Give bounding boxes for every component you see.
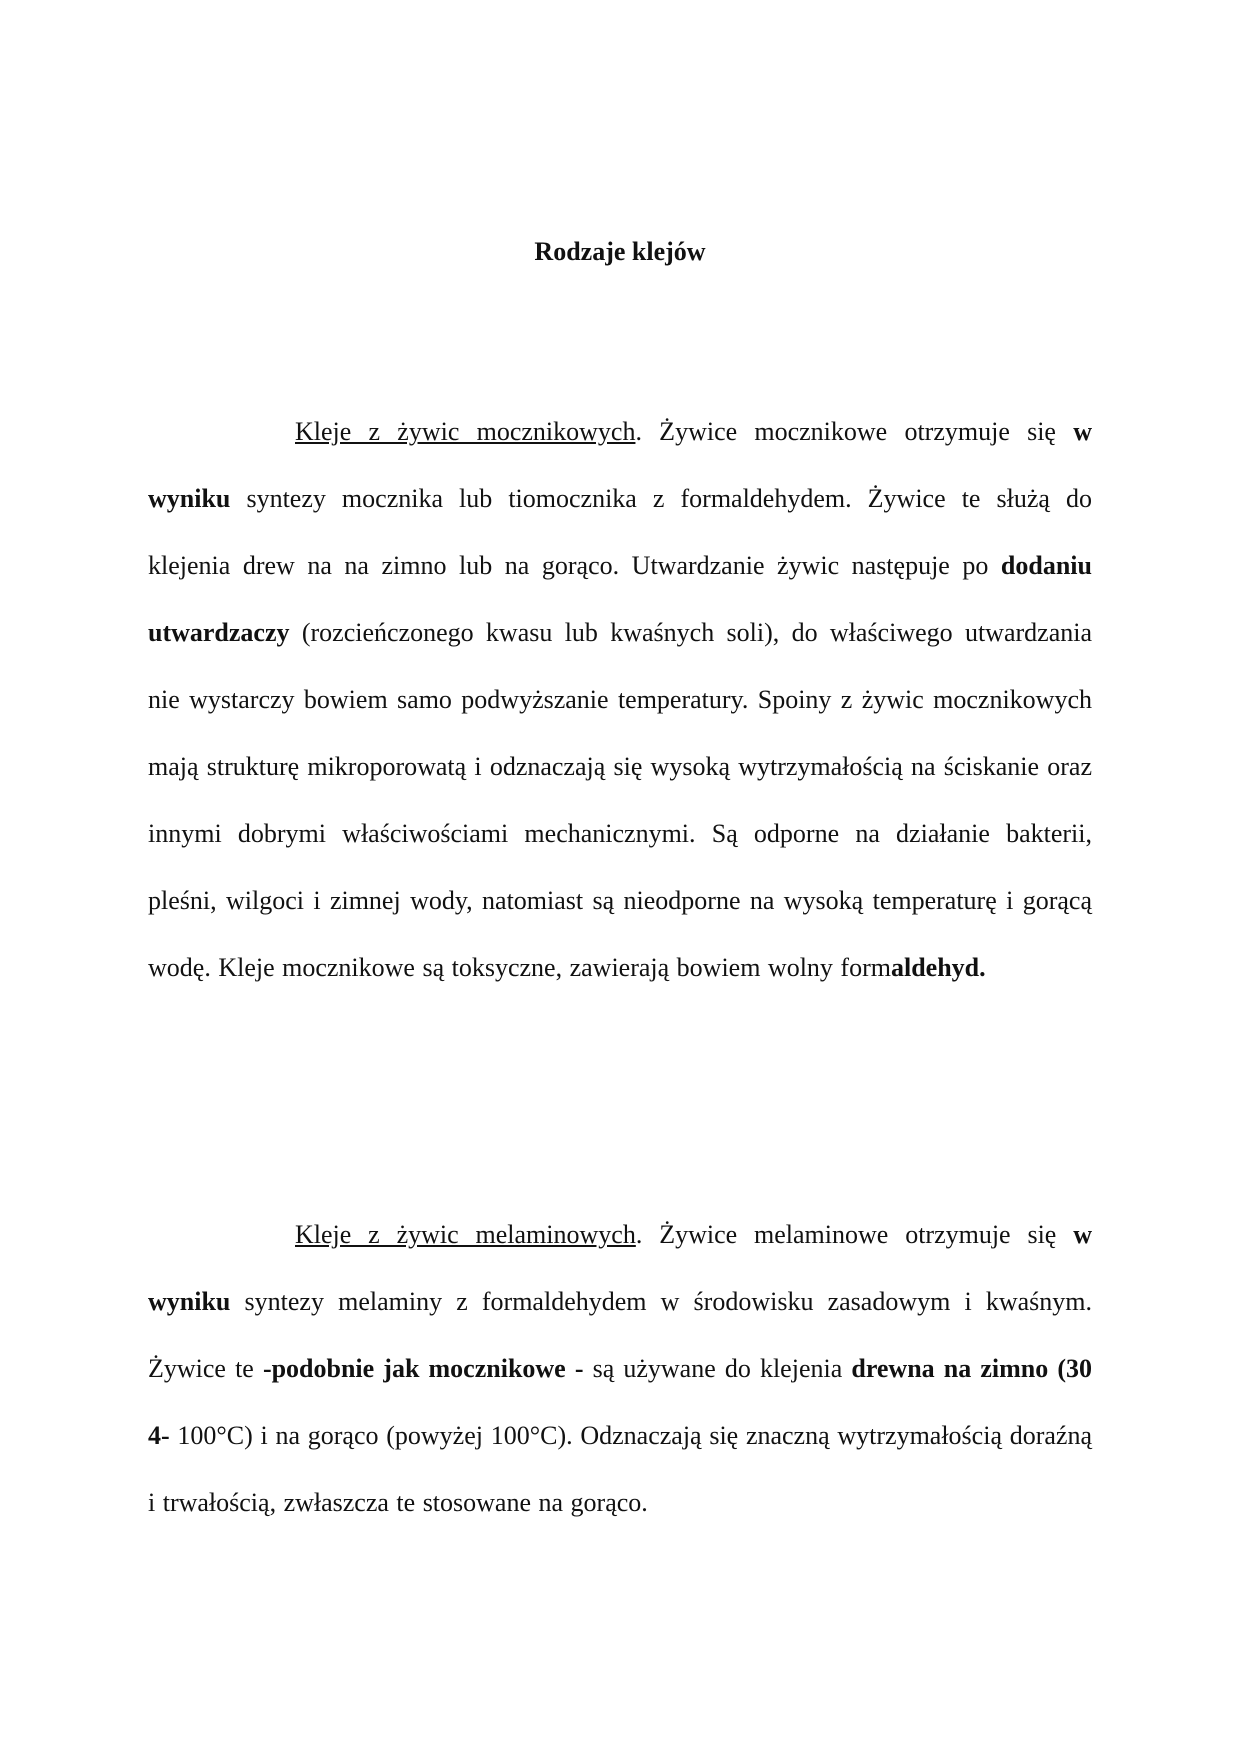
text-segment: syntezy melaminy z formaldehydem w środowisku zasadowym i kwaśnym. Żywice te [148,1287,1092,1383]
paragraph-melamine-resin-adhesives [148,1201,1092,1536]
section-heading-melamine: Kleje z żywic melaminowych [295,1220,636,1249]
bold-text-segment: w wyniku [148,417,1092,513]
text-segment: 100°C) i na gorąco (powyżej 100°C). Odznaczają się znaczną wytrzymałością doraźną i trwałością, zwłaszcza te stosowane na gorąco. [148,1421,1092,1517]
bold-text-segment: -podobnie jak mocznikowe - [262,1354,584,1383]
bold-text-segment: aldehyd. [890,953,986,982]
paragraph-urea-resin-adhesives [148,398,1092,1001]
text-segment: (rozcieńczonego kwasu lub kwaśnych soli), do właściwego utwardzania nie wystarczy bowiem samo podwyższanie temperatury. Spoiny z żywic mocznikowych mają strukturę mikroporowatą i odznaczają się wysoką wytrzymałością na ściskanie oraz innymi dobrymi właściwościami mechanicznymi. Są odporne na działanie bakterii, pleśni, wilgoci i zimnej wody, natomiast są nieodporne na wysoką temperaturę i gorącą wodę. Kleje mocznikowe są toksyczne, zawierają bowiem wolny form [148,618,1092,982]
section-heading-urea: Kleje z żywic mocznikowych [295,417,636,446]
bold-text-segment: drewna na zimno (30 4- [148,1354,1092,1450]
bold-text-segment: w wyniku [148,1220,1092,1316]
bold-text-segment: dodaniu utwardzaczy [148,551,1092,647]
text-segment: są używane do klejenia [583,1354,852,1383]
text-segment: syntezy mocznika lub tiomocznika z formaldehydem. Żywice te służą do klejenia drew na na zimno lub na gorąco. Utwardzanie żywic następuje po [148,484,1092,580]
document-title: Rodzaje klejów [534,237,706,266]
text-segment: . Żywice melaminowe otrzymuje się [635,1220,1074,1249]
text-segment: . Żywice mocznikowe otrzymuje się [635,417,1074,446]
